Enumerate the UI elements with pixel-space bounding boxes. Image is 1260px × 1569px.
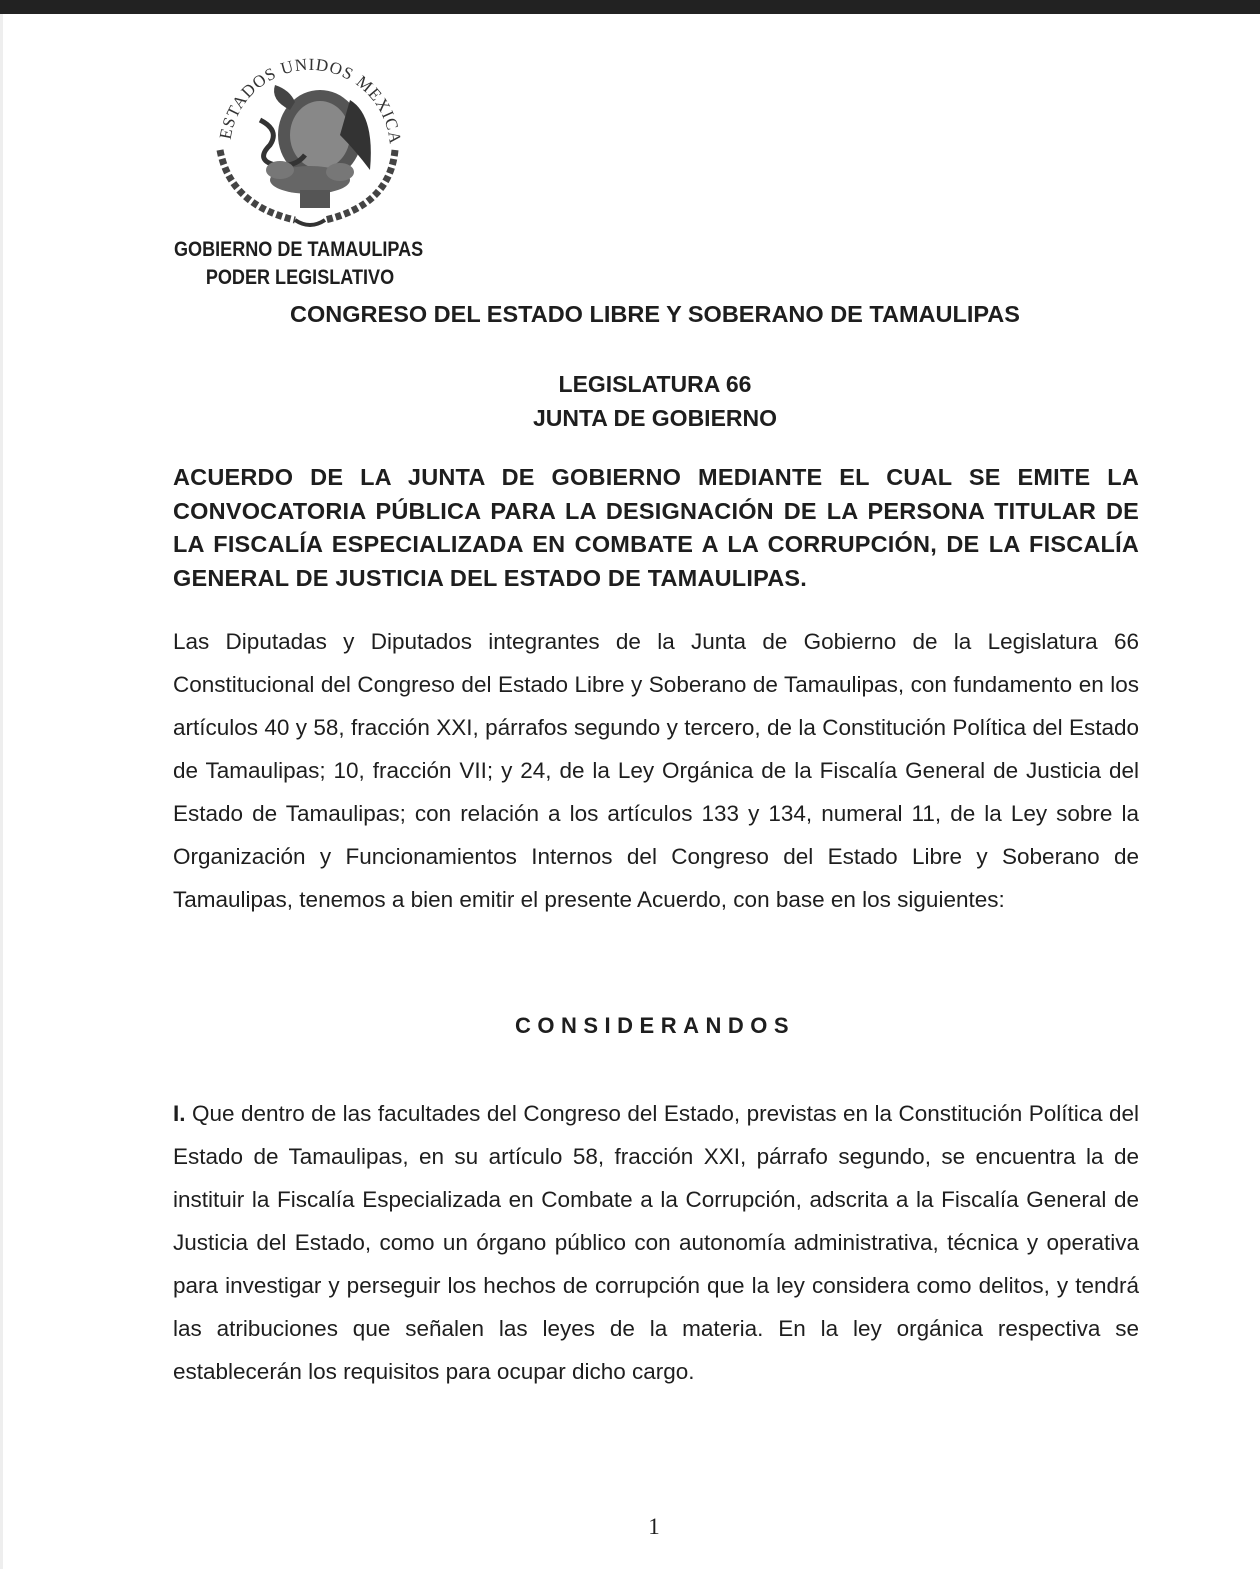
governing-body: JUNTA DE GOBIERNO — [532, 405, 778, 431]
page-number: 1 — [648, 1514, 660, 1539]
considerando-item — [173, 1092, 1139, 1393]
viewer-top-bar — [0, 0, 1260, 14]
document-title: ACUERDO DE LA JUNTA DE GOBIERNO MEDIANTE EL CUAL SE EMITE LA CONVOCATORIA PÚBLICA PARA LA DESIGNACIÓN DE LA PERSONA TITULAR DE LA FISCALÍA ESPECIALIZADA EN COMBATE A LA CORRUPCIÓN, DE LA FISCALÍA GENERAL DE JUSTICIA DEL ESTADO DE TAMAULIPAS. — [173, 464, 1139, 591]
considerando-numeral: I. — [173, 1101, 186, 1126]
legislative-branch: PODER LEGISLATIVO — [205, 266, 395, 289]
legislature-number: LEGISLATURA 66 — [558, 371, 752, 397]
section-heading: CONSIDERANDOS — [514, 1013, 796, 1038]
page-left-edge — [0, 14, 3, 1569]
congress-name: CONGRESO DEL ESTADO LIBRE Y SOBERANO DE TAMAULIPAS — [290, 301, 1020, 327]
government-name: GOBIERNO DE TAMAULIPAS — [174, 238, 424, 261]
considerando-text: Que dentro de las facultades del Congreso del Estado, previstas en la Constitución Política del Estado de Tamaulipas, en su artículo 58, fracción XXI, párrafo segundo, se encuentra la de instituir la Fiscalía Especializada en Combate a la Corrupción, adscrita a la Fiscalía General de Justicia del Estado, como un órgano público con autonomía administrativa, técnica y operativa para investigar y perseguir los hechos de corrupción que la ley considera como delitos, y tendrá las atribuciones que señalen las leyes de la materia. En la ley orgánica respectiva se establecerán los requisitos para ocupar dicho cargo. — [173, 1101, 1139, 1384]
preamble-paragraph: Las Diputadas y Diputados integrantes de la Junta de Gobierno de la Legislatura 66 Constitucional del Congreso del Estado Libre y Soberano de Tamaulipas, con fundamento en los artículos 40 y 58, fracción XXI, párrafos segundo y tercero, de la Constitución Política del Estado de Tamaulipas; 10, fracción VII; y 24, de la Ley Orgánica de la Fiscalía General de Justicia del Estado de Tamaulipas; con relación a los artículos 133 y 134, numeral 11, de la Ley sobre la Organización y Funcionamientos Internos del Congreso del Estado Libre y Soberano de Tamaulipas, tenemos a bien emitir el presente Acuerdo, con base en los siguientes: — [173, 629, 1139, 912]
mexican-coat-of-arms-icon — [200, 40, 410, 240]
government-header — [174, 236, 423, 292]
seal-text: ESTADOS UNIDOS MEXICA — [215, 54, 405, 146]
legislature-header — [0, 367, 1260, 435]
